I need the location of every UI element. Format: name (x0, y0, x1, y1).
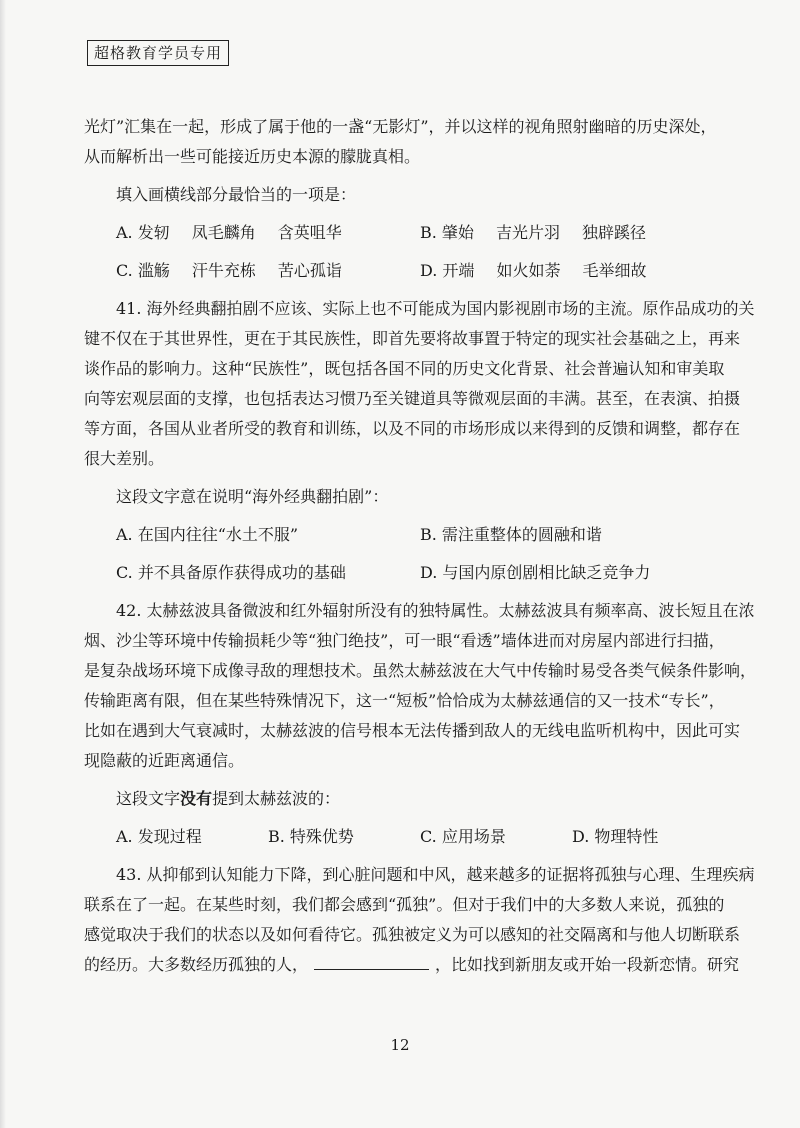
q42-line: 现隐蔽的近距离通信。 (84, 751, 245, 770)
q40-options-row-2 (84, 256, 724, 286)
answer-blank[interactable] (314, 952, 429, 970)
q40-option-b[interactable]: B. 肇始 吉光片羽 独辟蹊径 (420, 223, 646, 242)
header-label: 超格教育学员专用 (87, 40, 229, 66)
page-number: 12 (390, 1036, 410, 1054)
q41-line: 41. 海外经典翻拍剧不应该、实际上也不可能成为国内影视剧市场的主流。原作品成功的关 (116, 299, 755, 318)
q42-option-a[interactable]: A. 发现过程 (116, 827, 202, 846)
scan-edge-shadow (0, 0, 6, 1128)
q41-option-b[interactable]: B. 需注重整体的圆融和谐 (420, 525, 602, 544)
q42-line: 是复杂战场环境下成像寻敌的理想技术。虽然太赫兹波在大气中传输时易受各类气候条件影响， (84, 661, 757, 680)
q41-line: 键不仅在于其世界性，更在于其民族性，即首先要将故事置于特定的现实社会基础之上，再来 (84, 329, 741, 348)
q41-option-a[interactable]: A. 在国内往往“水土不服” (116, 525, 299, 544)
q41-line: 向等宏观层面的支撑，也包括表达习惯乃至关键道具等微观层面的丰满。甚至，在表演、拍摄 (84, 389, 741, 408)
q41-line: 等方面，各国从业者所受的教育和训练，以及不同的市场形成以来得到的反馈和调整，都存在 (84, 419, 741, 438)
q42-line: 42. 太赫兹波具备微波和红外辐射所没有的独特属性。太赫兹波具有频率高、波长短且在浓 (116, 601, 755, 620)
page-content (84, 112, 757, 980)
q42-line: 传输距离有限，但在某些特殊情况下，这一“短板”恰恰成为太赫兹通信的又一技术“专长”， (84, 691, 725, 710)
q41-line: 谈作品的影响力。这种“民族性”，既包括各国不同的历史文化背景、社会普遍认知和审美取 (84, 359, 725, 378)
q43-line: 43. 从抑郁到认知能力下降，到心脏问题和中风，越来越多的证据将孤独与心理、生理疾病 (116, 865, 755, 884)
q43-line: 感觉取决于我们的状态以及如何看待它。孤独被定义为可以感知的社交隔离和与他人切断联系 (84, 925, 741, 944)
q41-line: 很大差别。 (84, 449, 165, 468)
q43-line: 联系在了一起。在某些时刻，我们都会感到“孤独”。但对于我们中的大多数人来说，孤独的 (84, 895, 725, 914)
q40-option-c[interactable]: C. 滥觞 汗牛充栋 苦心孤诣 (116, 261, 342, 280)
q41-options-row-2 (84, 558, 724, 588)
q43-last-line: 的经历。大多数经历孤独的人， ，比如找到新朋友或开始一段新恋情。研究 (84, 950, 724, 980)
q40-options-row-1 (84, 218, 724, 248)
q41-option-d[interactable]: D. 与国内原创剧相比缺乏竞争力 (420, 563, 651, 582)
q40-option-d[interactable]: D. 开端 如火如荼 毛举细故 (420, 261, 647, 280)
q40-prompt: 填入画横线部分最恰当的一项是： (116, 185, 357, 204)
intro-line: 从而解析出一些可能接近历史本源的朦胧真相。 (84, 147, 421, 166)
q42-options (84, 822, 724, 852)
q40-option-a[interactable]: A. 发轫 凤毛麟角 含英咀华 (116, 223, 342, 242)
q42-line: 比如在遇到大气衰减时，太赫兹波的信号根本无法传播到敌人的无线电监听机构中，因此可实 (84, 721, 741, 740)
intro-line: 光灯”汇集在一起，形成了属于他的一盏“无影灯”，并以这样的视角照射幽暗的历史深处， (84, 117, 717, 136)
q42-option-c[interactable]: C. 应用场景 (420, 827, 506, 846)
q42-prompt: 这段文字没有提到太赫兹波的： (116, 789, 341, 808)
q42-option-b[interactable]: B. 特殊优势 (268, 827, 354, 846)
q42-line: 烟、沙尘等环境中传输损耗少等“独门绝技”，可一眼“看透”墙体进而对房屋内部进行扫描， (84, 631, 725, 650)
q41-option-c[interactable]: C. 并不具备原作获得成功的基础 (116, 563, 346, 582)
q41-prompt: 这段文字意在说明“海外经典翻拍剧”： (116, 487, 389, 506)
q41-options-row-1 (84, 520, 724, 550)
q42-option-d[interactable]: D. 物理特性 (572, 827, 659, 846)
